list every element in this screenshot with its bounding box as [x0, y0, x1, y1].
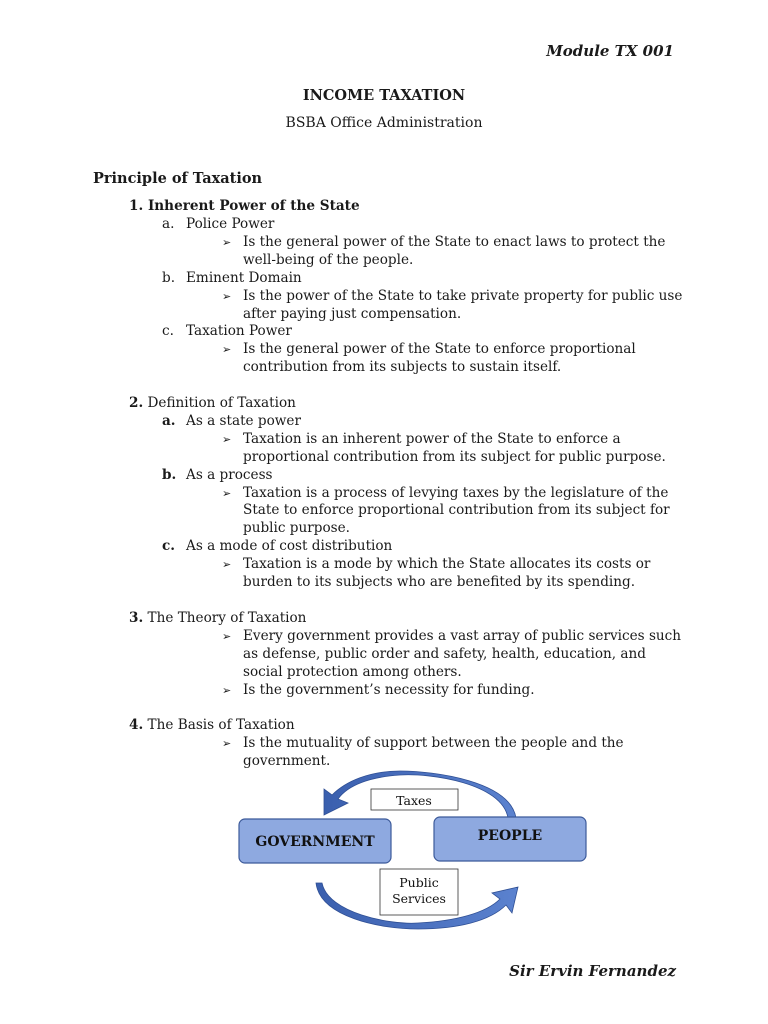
module-code: Module TX 001: [546, 42, 674, 60]
bullet-continuation: government.: [243, 753, 331, 769]
government-label: GOVERNMENT: [255, 834, 375, 850]
sub-item-label: a.: [162, 216, 175, 232]
bullet-continuation: public purpose.: [243, 520, 350, 536]
bullet-2a-1: [222, 430, 621, 449]
sub-item-text: As a state power: [186, 413, 301, 429]
arrow-bullet-icon: ➢: [222, 433, 232, 446]
arrow-bullet-icon: ➢: [222, 630, 232, 643]
sub-item-1b: [162, 269, 302, 287]
bullet-1c-1: [222, 340, 636, 359]
sub-item-label: c.: [162, 323, 174, 339]
arrow-bullet-icon: ➢: [222, 558, 232, 571]
bullet-text: Taxation is a mode by which the State allocates its costs or: [243, 556, 651, 572]
item-title: The Theory of Taxation: [147, 610, 307, 626]
bullet-text: Taxation is an inherent power of the State to enforce a: [243, 431, 621, 447]
bullet-continuation: contribution from its subjects to sustain itself.: [243, 359, 562, 375]
item-number: 2.: [129, 395, 144, 411]
item-number: 3.: [129, 610, 144, 626]
author-footer: Sir Ervin Fernandez: [509, 962, 676, 980]
document-subtitle: BSBA Office Administration: [285, 115, 483, 131]
taxation-cycle-diagram: [220, 765, 600, 930]
item-title: Inherent Power of the State: [147, 198, 360, 214]
item-title: Definition of Taxation: [147, 395, 296, 411]
bullet-text: Is the general power of the State to enact laws to protect the: [243, 234, 666, 250]
bullet-3-2: [222, 681, 535, 700]
bullet-continuation: social protection among others.: [243, 664, 462, 680]
arrow-bullet-icon: ➢: [222, 737, 232, 750]
item-number: 4.: [129, 717, 144, 733]
bullet-text: Is the power of the State to take private property for public use: [243, 288, 683, 304]
bullet-2c-1: [222, 555, 650, 574]
bullet-text: Is the mutuality of support between the people and the: [243, 735, 624, 751]
bullet-4-1: [222, 734, 624, 753]
sub-item-label: c.: [162, 538, 176, 554]
bullet-continuation: well-being of the people.: [243, 252, 414, 268]
people-label: PEOPLE: [477, 828, 543, 844]
sub-item-2a: [162, 412, 301, 430]
bullet-continuation: after paying just compensation.: [243, 306, 462, 322]
sub-item-text: Eminent Domain: [186, 270, 302, 286]
sub-item-label: b.: [162, 270, 176, 286]
arrow-bullet-icon: ➢: [222, 236, 232, 249]
bullet-continuation: as defense, public order and safety, health, education, and: [243, 646, 646, 662]
sub-item-1c: [162, 322, 292, 340]
sub-item-text: As a process: [186, 467, 273, 483]
outline-item-1: [129, 197, 360, 215]
bullet-continuation: burden to its subjects who are benefited by its spending.: [243, 574, 636, 590]
sub-item-text: As a mode of cost distribution: [186, 538, 393, 554]
outline-item-3: [129, 609, 306, 627]
document-title: INCOME TAXATION: [302, 87, 466, 104]
sub-item-2c: [162, 537, 392, 555]
sub-item-label: a.: [162, 413, 176, 429]
bullet-1b-1: [222, 287, 682, 306]
sub-item-text: Taxation Power: [186, 323, 292, 339]
sub-item-1a: [162, 215, 274, 233]
bullet-text: Taxation is a process of levying taxes by the legislature of the: [243, 485, 669, 501]
section-title: Principle of Taxation: [93, 170, 263, 187]
bullet-3-1: [222, 627, 681, 646]
bullet-continuation: proportional contribution from its subject for public purpose.: [243, 449, 666, 465]
taxes-label: Taxes: [396, 793, 432, 808]
sub-item-label: b.: [162, 467, 177, 483]
bullet-1a-1: [222, 233, 665, 252]
item-title: The Basis of Taxation: [147, 717, 295, 733]
bullet-continuation: State to enforce proportional contribution from its subject for: [243, 502, 670, 518]
bullet-text: Every government provides a vast array of public services such: [243, 628, 682, 644]
public-services-label-line2: Services: [392, 891, 446, 906]
arrow-bullet-icon: ➢: [222, 684, 232, 697]
arrow-bullet-icon: ➢: [222, 487, 232, 500]
outline-item-2: [129, 394, 296, 412]
public-services-label-line1: Public: [399, 875, 439, 890]
outline-item-4: [129, 716, 295, 734]
arrow-bullet-icon: ➢: [222, 290, 232, 303]
bullet-text: Is the general power of the State to enforce proportional: [243, 341, 636, 357]
sub-item-text: Police Power: [186, 216, 275, 232]
sub-item-2b: [162, 466, 273, 484]
bullet-text: Is the government’s necessity for funding.: [243, 682, 535, 698]
item-number: 1.: [129, 198, 144, 214]
arrow-bullet-icon: ➢: [222, 343, 232, 356]
